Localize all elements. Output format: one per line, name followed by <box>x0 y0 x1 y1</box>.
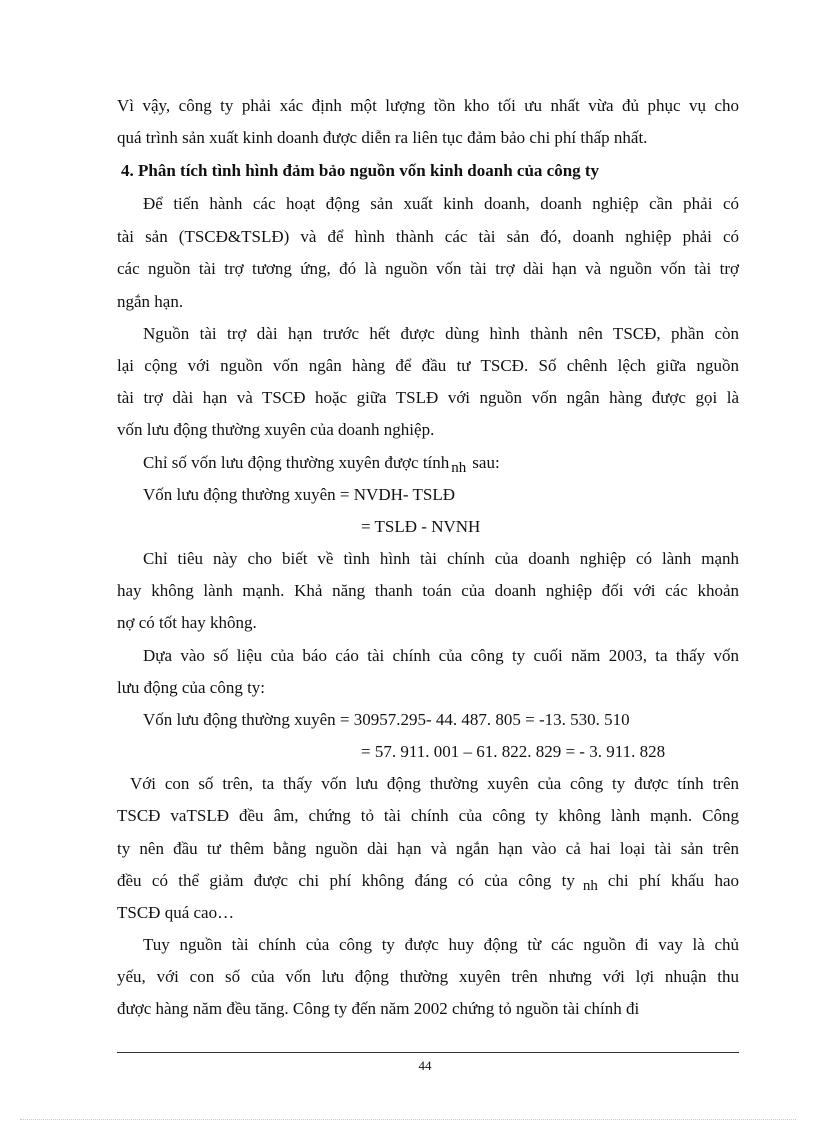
paragraph-line: các nguồn tài trợ tương ứng, đó là nguồn vốn tài trợ dài hạn và nguồn vốn tài trợ <box>117 259 739 278</box>
paragraph-line: Vì vậy, công ty phải xác định một lượng tồn kho tối ưu nhất vừa đủ phục vụ cho <box>117 96 739 115</box>
paragraph-line: nợ có tốt hay không. <box>117 613 257 632</box>
paragraph-line: vốn lưu động thường xuyên của doanh nghiệp. <box>117 420 435 439</box>
text-segment: chi phí khấu hao <box>607 871 739 890</box>
text-segment: sau: <box>472 453 500 472</box>
formula-line: Vốn lưu động thường xuyên = NVDH- TSLĐ <box>143 485 455 504</box>
paragraph-line: được hàng năm đều tăng. Công ty đến năm 2002 chứng tỏ nguồn tài chính đi <box>117 999 640 1018</box>
paragraph-line: tài sản (TSCĐ&TSLĐ) và để hình thành các tài sản đó, doanh nghiệp phải có <box>117 227 739 246</box>
formula-line: = 57. 911. 001 – 61. 822. 829 = - 3. 911. 828 <box>361 742 666 761</box>
paragraph-line: yếu, với con số của vốn lưu động thường xuyên trên nhưng với lợi nhuận thu <box>117 967 739 986</box>
paragraph-line: Chỉ tiêu này cho biết về tình hình tài chính của doanh nghiệp có lành mạnh <box>143 549 739 568</box>
paragraph-line: ty nên đầu tư thêm bằng nguồn dài hạn và ngắn hạn vào cả hai loại tài sản trên <box>117 839 739 858</box>
paragraph-line: ngắn hạn. <box>117 292 184 311</box>
paragraph-line: Tuy nguồn tài chính của công ty được huy động từ các nguồn đi vay là chủ <box>143 935 739 954</box>
paragraph-line: Với con số trên, ta thấy vốn lưu động thường xuyên của công ty được tính trên <box>130 774 739 793</box>
paragraph-line: hay không lành mạnh. Khả năng thanh toán của doanh nghiệp đối với các khoản <box>117 581 739 600</box>
footer-rule <box>117 1052 739 1053</box>
paragraph-line: Nguồn tài trợ dài hạn trước hết được dùng hình thành nên TSCĐ, phần còn <box>143 324 739 343</box>
formula-line: Vốn lưu động thường xuyên = 30957.295- 44. 487. 805 = -13. 530. 510 <box>143 710 630 729</box>
paragraph-line: lưu động của công ty: <box>117 678 266 697</box>
paragraph-line <box>117 871 739 892</box>
section-heading: 4. Phân tích tình hình đảm bảo nguồn vốn kinh doanh của công ty <box>121 161 600 180</box>
text-segment: Chỉ số vốn lưu động thường xuyên được tính <box>143 453 450 472</box>
paragraph-line: Để tiến hành các hoạt động sản xuất kinh doanh, doanh nghiệp cần phải có <box>143 194 739 213</box>
page-number: 44 <box>418 1058 432 1073</box>
paragraph-line: lại cộng với nguồn vốn ngân hàng để đầu tư TSCĐ. Số chênh lệch giữa nguồn <box>117 356 739 375</box>
formula-line: = TSLĐ - NVNH <box>361 517 481 536</box>
paragraph-line: Dựa vào số liệu của báo cáo tài chính của công ty cuối năm 2003, ta thấy vốn <box>143 646 739 665</box>
paragraph-line: quá trình sản xuất kinh doanh được diễn ra liên tục đảm bảo chi phí thấp nhất. <box>117 128 648 147</box>
page-edge-dots <box>20 1119 796 1120</box>
subscript-text: nh <box>582 878 598 894</box>
paragraph-line: TSCĐ quá cao… <box>117 903 235 922</box>
paragraph-line <box>143 453 500 474</box>
paragraph-line: TSCĐ vaTSLĐ đều âm, chứng tỏ tài chính của công ty không lành mạnh. Công <box>117 806 739 825</box>
text-segment: đều có thể giảm được chi phí không đáng có của công ty <box>117 871 575 890</box>
paragraph-line: tài trợ dài hạn và TSCĐ hoặc giữa TSLĐ với nguồn vốn ngân hàng được gọi là <box>117 388 739 407</box>
subscript-text: nh <box>451 460 467 476</box>
